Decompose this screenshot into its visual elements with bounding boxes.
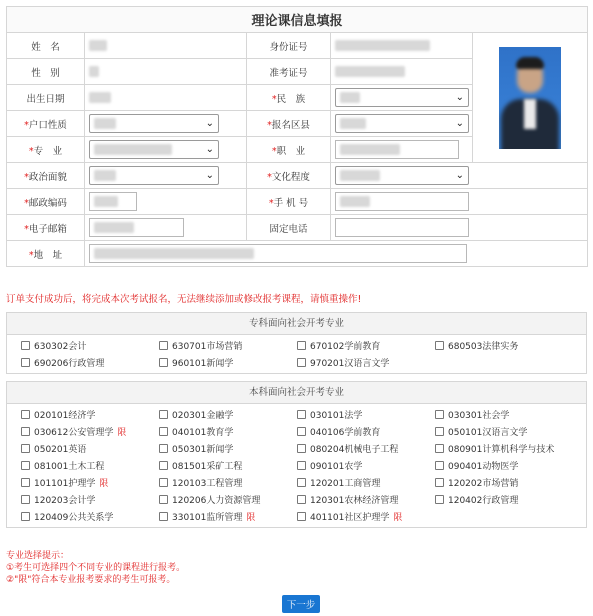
major-option[interactable]: [297, 406, 435, 423]
applicant-photo: [499, 47, 561, 149]
landline-input[interactable]: [335, 218, 469, 237]
major-label: 040106学前教育: [310, 428, 381, 438]
major-checkbox[interactable]: [159, 495, 168, 504]
next-step-button[interactable]: 下一步: [282, 595, 320, 613]
label-region: *报名区县: [247, 111, 331, 137]
major-checkbox[interactable]: [297, 478, 306, 487]
major-option[interactable]: [159, 337, 297, 354]
major-label: 630701市场营销: [172, 342, 243, 352]
label-education: *文化程度: [247, 163, 331, 189]
major-label: 120203会计学: [34, 496, 96, 506]
major-label: 120202市场营销: [448, 479, 519, 489]
major-label: 120402行政管理: [448, 496, 519, 506]
benke-majors-panel: [6, 381, 587, 528]
major-option[interactable]: [435, 406, 573, 423]
occupation-input[interactable]: [335, 140, 459, 159]
form-title: 理论课信息填报: [7, 7, 588, 33]
major-option[interactable]: [297, 423, 435, 440]
major-label: 401101社区护理学: [310, 513, 390, 523]
major-checkbox[interactable]: [21, 427, 30, 436]
label-mobile: *手 机 号: [247, 189, 331, 215]
major-checkbox[interactable]: [297, 444, 306, 453]
major-label: 030301社会学: [448, 411, 510, 421]
value-gender: [85, 59, 247, 85]
chevron-down-icon: ⌄: [455, 91, 464, 103]
major-option[interactable]: [159, 508, 297, 525]
major-checkbox[interactable]: [159, 358, 168, 367]
major-option[interactable]: [435, 491, 573, 508]
major-option[interactable]: [435, 337, 573, 354]
education-select[interactable]: [335, 166, 469, 185]
major-label: 330101监所管理: [172, 513, 243, 523]
major-label: 020301金融学: [172, 411, 234, 421]
label-gender: 性 别: [7, 59, 85, 85]
major-option[interactable]: [297, 491, 435, 508]
major-option[interactable]: [21, 406, 159, 423]
chevron-down-icon: ⌄: [205, 143, 214, 155]
major-option[interactable]: [435, 440, 573, 457]
major-option[interactable]: [297, 337, 435, 354]
ethnicity-select[interactable]: [335, 88, 469, 107]
major-checkbox[interactable]: [297, 461, 306, 470]
major-option[interactable]: [159, 440, 297, 457]
major-label: 020101经济学: [34, 411, 96, 421]
major-option[interactable]: [297, 354, 435, 371]
major-label: 120409公共关系学: [34, 513, 114, 523]
major-checkbox[interactable]: [21, 358, 30, 367]
limit-badge: 限: [246, 513, 256, 523]
major-label: 050201英语: [34, 445, 87, 455]
major-option[interactable]: [435, 474, 573, 491]
major-option[interactable]: [21, 508, 159, 525]
chevron-down-icon: ⌄: [205, 117, 214, 129]
major-label: 090101农学: [310, 462, 363, 472]
major-option[interactable]: [21, 474, 159, 491]
label-id-number: 身份证号: [247, 33, 331, 59]
label-landline: 固定电话: [247, 215, 331, 241]
label-email: *电子邮箱: [7, 215, 85, 241]
major-option[interactable]: [159, 457, 297, 474]
major-checkbox[interactable]: [435, 341, 444, 350]
info-form-table: [6, 6, 588, 267]
major-checkbox[interactable]: [435, 495, 444, 504]
major-label: 960101新闻学: [172, 359, 234, 369]
major-select[interactable]: [89, 140, 219, 159]
chevron-down-icon: ⌄: [205, 169, 214, 181]
major-checkbox[interactable]: [297, 495, 306, 504]
major-label: 680503法律实务: [448, 342, 519, 352]
major-checkbox[interactable]: [159, 444, 168, 453]
major-label: 080901计算机科学与技术: [448, 445, 555, 455]
zhuanke-header: 专科面向社会开考专业: [7, 313, 586, 335]
major-label: 050101汉语言文学: [448, 428, 528, 438]
major-checkbox[interactable]: [159, 341, 168, 350]
major-option[interactable]: [159, 491, 297, 508]
label-major: *专 业: [7, 137, 85, 163]
payment-warning: 订单支付成功后，将完成本次考试报名，无法继续添加或修改报考课程，请慎重操作!: [6, 294, 362, 305]
value-name: [85, 33, 247, 59]
zhuanke-majors-panel: [6, 312, 587, 374]
tips-line-2: ②"限"符合本专业报考要求的考生可报考。: [6, 575, 176, 585]
major-checkbox[interactable]: [435, 427, 444, 436]
major-option[interactable]: [435, 423, 573, 440]
major-checkbox[interactable]: [297, 341, 306, 350]
major-label: 120206人力资源管理: [172, 496, 261, 506]
major-label: 080204机械电子工程: [310, 445, 399, 455]
tips-line-1: ①考生可选择四个不同专业的课程进行报考。: [6, 563, 186, 573]
major-checkbox[interactable]: [21, 410, 30, 419]
major-option[interactable]: [435, 457, 573, 474]
major-checkbox[interactable]: [21, 444, 30, 453]
major-checkbox[interactable]: [435, 461, 444, 470]
major-label: 030612公安管理学: [34, 428, 114, 438]
chevron-down-icon: ⌄: [455, 169, 464, 181]
major-label: 101101护理学: [34, 479, 96, 489]
household-type-select[interactable]: [89, 114, 219, 133]
label-ethnicity: *民 族: [247, 85, 331, 111]
major-checkbox[interactable]: [159, 512, 168, 521]
major-option[interactable]: [21, 457, 159, 474]
major-checkbox[interactable]: [297, 358, 306, 367]
major-label: 690206行政管理: [34, 359, 105, 369]
major-label: 040101教育学: [172, 428, 234, 438]
major-checkbox[interactable]: [435, 444, 444, 453]
major-checkbox[interactable]: [21, 478, 30, 487]
value-id-number: [331, 33, 473, 59]
label-birth-date: 出生日期: [7, 85, 85, 111]
photo-cell: [473, 33, 588, 163]
label-admission-no: 准考证号: [247, 59, 331, 85]
major-label: 081001土木工程: [34, 462, 105, 472]
label-postcode: *邮政编码: [7, 189, 85, 215]
major-checkbox[interactable]: [21, 341, 30, 350]
major-checkbox[interactable]: [21, 495, 30, 504]
major-checkbox[interactable]: [435, 478, 444, 487]
region-select[interactable]: [335, 114, 469, 133]
major-option[interactable]: [21, 354, 159, 371]
major-option[interactable]: [297, 440, 435, 457]
major-label: 970201汉语言文学: [310, 359, 390, 369]
limit-badge: 限: [99, 479, 109, 489]
major-option[interactable]: [297, 474, 435, 491]
address-input[interactable]: [89, 244, 467, 263]
major-checkbox[interactable]: [159, 478, 168, 487]
major-label: 030101法学: [310, 411, 363, 421]
major-option[interactable]: [21, 440, 159, 457]
major-label: 120201工商管理: [310, 479, 381, 489]
mobile-input[interactable]: [335, 192, 469, 211]
zhuanke-majors-grid: [7, 335, 586, 373]
major-label: 081501采矿工程: [172, 462, 243, 472]
major-label: 630302会计: [34, 342, 87, 352]
label-household-type: *户口性质: [7, 111, 85, 137]
major-checkbox[interactable]: [159, 427, 168, 436]
major-checkbox[interactable]: [297, 427, 306, 436]
label-address: *地 址: [7, 241, 85, 267]
major-label: 050301新闻学: [172, 445, 234, 455]
label-occupation: *职 业: [247, 137, 331, 163]
major-label: 120103工程管理: [172, 479, 243, 489]
major-checkbox[interactable]: [297, 410, 306, 419]
benke-header: 本科面向社会开考专业: [7, 382, 586, 404]
major-option[interactable]: [159, 474, 297, 491]
major-label: 090401动物医学: [448, 462, 519, 472]
major-option[interactable]: [21, 423, 159, 440]
major-option[interactable]: [159, 423, 297, 440]
major-label: 670102学前教育: [310, 342, 381, 352]
major-checkbox[interactable]: [159, 461, 168, 470]
major-selection-tips: [6, 550, 185, 586]
benke-majors-grid: [7, 404, 586, 527]
chevron-down-icon: ⌄: [455, 117, 464, 129]
email-input[interactable]: [89, 218, 184, 237]
political-status-select[interactable]: [89, 166, 219, 185]
label-political-status: *政治面貌: [7, 163, 85, 189]
limit-badge: 限: [117, 428, 127, 438]
major-option[interactable]: [297, 457, 435, 474]
major-checkbox[interactable]: [21, 512, 30, 521]
major-label: 120301农林经济管理: [310, 496, 399, 506]
label-name: 姓 名: [7, 33, 85, 59]
postcode-input[interactable]: [89, 192, 137, 211]
limit-badge: 限: [393, 513, 403, 523]
major-checkbox[interactable]: [297, 512, 306, 521]
value-admission-no: [331, 59, 473, 85]
major-option[interactable]: [297, 508, 435, 525]
major-checkbox[interactable]: [21, 461, 30, 470]
major-option[interactable]: [21, 491, 159, 508]
major-option[interactable]: [21, 337, 159, 354]
major-option[interactable]: [159, 354, 297, 371]
major-option[interactable]: [159, 406, 297, 423]
value-birth-date: [85, 85, 247, 111]
major-checkbox[interactable]: [159, 410, 168, 419]
tips-title: 专业选择提示：: [6, 551, 70, 561]
major-checkbox[interactable]: [435, 410, 444, 419]
